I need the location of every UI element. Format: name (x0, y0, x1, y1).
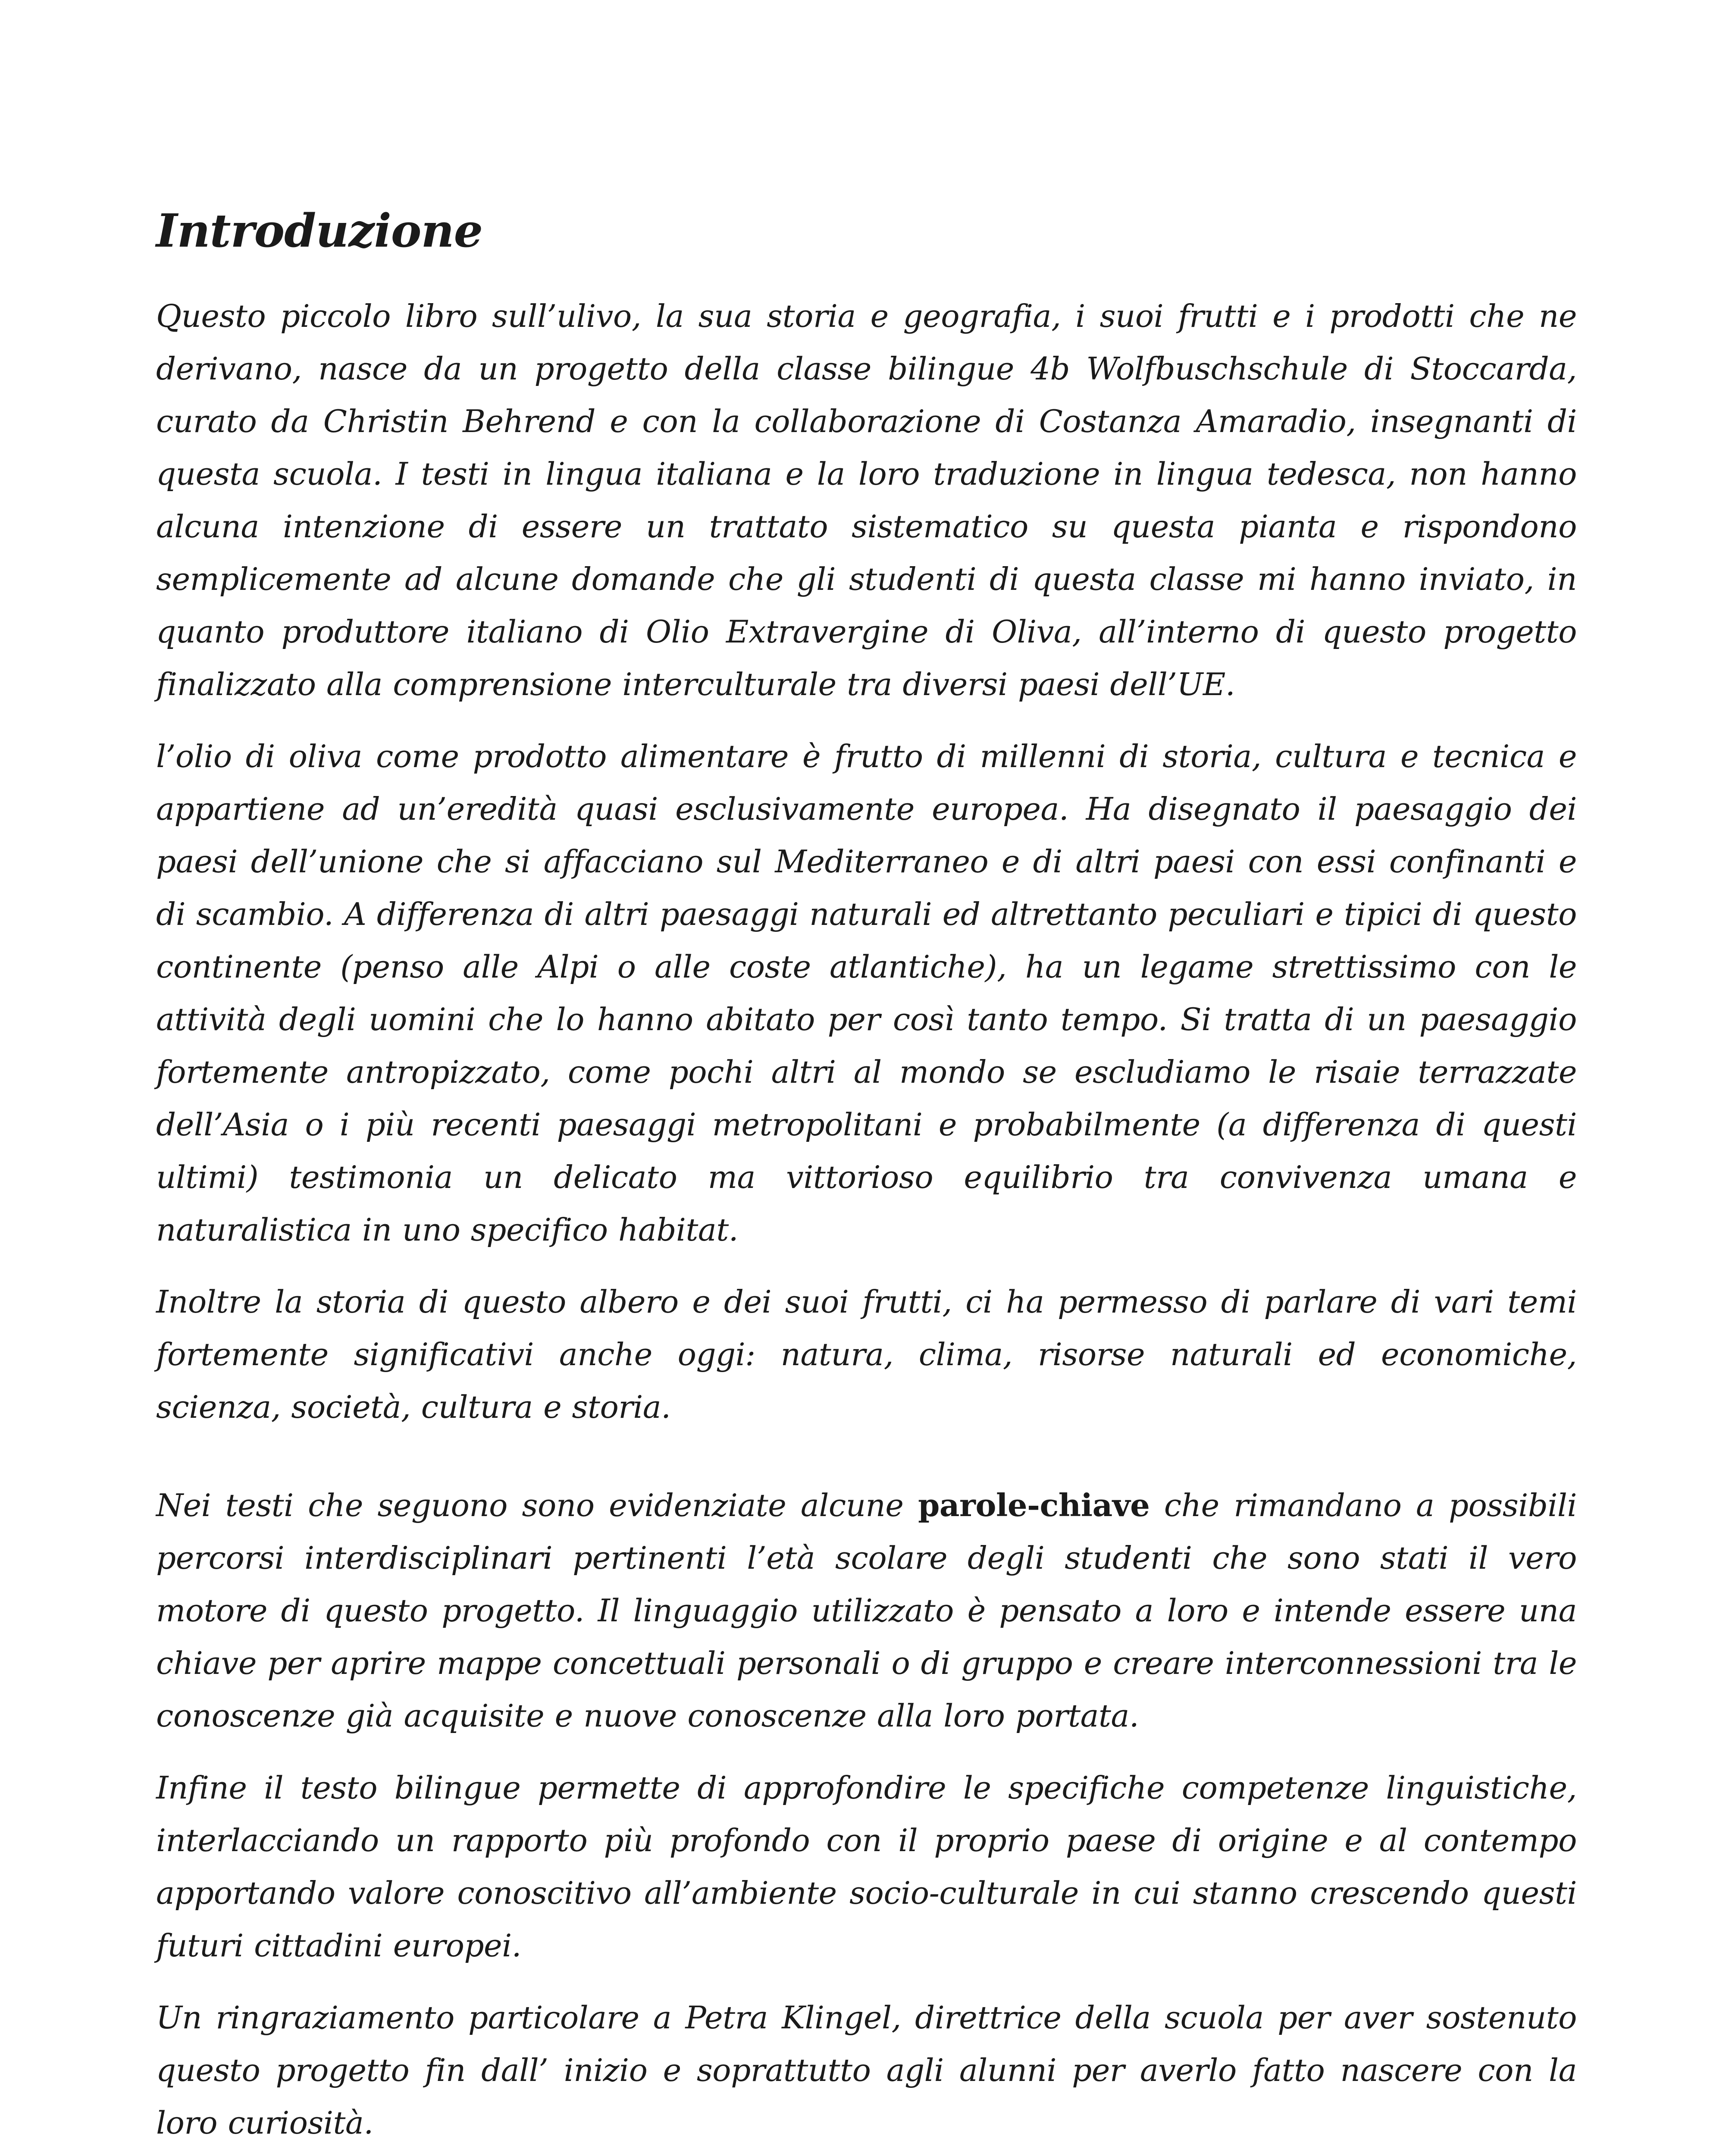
paragraph-bilingual: Infine il testo bilingue permette di approfondire le specifiche competenze linguistiche, interlacciando un rapporto più profondo con il proprio paese di origine e al contempo apportando valore conoscitivo all’ambiente socio-culturale in cui stanno crescendo questi futuri cittadini europei. (156, 1770, 1577, 1964)
keyword-highlight: parole-chiave (918, 1487, 1150, 1523)
page-title: Introduzione (156, 204, 483, 257)
paragraph-acknowledgement: Un ringraziamento particolare a Petra Klingel, direttrice della scuola per aver sostenuto questo progetto fin dall’ inizio e soprattutto agli alunni per averlo fatto nascere con la loro curiosità. (156, 1999, 1577, 2141)
keyword-paragraph-rest: che rimandano a possibili percorsi interdisciplinari pertinenti l’età scolare degli studenti che sono stati il vero motore di questo progetto. Il linguaggio utilizzato è pensato a loro e intende essere una chiave per aprire mappe concettuali personali o di gruppo e creare interconnessioni tra le conoscenze già acquisite e nuove conoscenze alla loro portata. (156, 1487, 1577, 1734)
paragraph-themes: Inoltre la storia di questo albero e dei suoi frutti, ci ha permesso di parlare di vari temi fortemente significativi anche oggi: natura, clima, risorse naturali ed economiche, scienza, società, cultura e storia. (156, 1284, 1577, 1425)
paragraph-intro: Questo piccolo libro sull’ulivo, la sua storia e geografia, i suoi frutti e i prodotti che ne derivano, nasce da un progetto della classe bilingue 4b Wolfbuschschule di Stoccarda, curato da Christin Behrend e con la collaborazione di Costanza Amaradio, insegnanti di questa scuola. I testi in lingua italiana e la loro traduzione in lingua tedesca, non hanno alcuna intenzione di essere un trattato sistematico su questa pianta e rispondono semplicemente ad alcune domande che gli studenti di questa classe mi hanno inviato, in quanto produttore italiano di Olio Extravergine di Oliva, all’interno di questo progetto finalizzato alla comprensione interculturale tra diversi paesi dell’UE. (156, 298, 1577, 702)
document-page (156, 198, 1577, 2149)
paragraph-keywords (156, 1479, 1577, 1742)
paragraph-olive-oil-history: l’olio di oliva come prodotto alimentare è frutto di millenni di storia, cultura e tecnica e appartiene ad un’eredità quasi esclusivamente europea. Ha disegnato il paesaggio dei paesi dell’unione che si affacciano sul Mediterraneo e di altri paesi con essi confinanti e di scambio. A differenza di altri paesaggi naturali ed altrettanto peculiari e tipici di questo continente (penso alle Alpi o alle coste atlantiche), ha un legame strettissimo con le attività degli uomini che lo hanno abitato per così tanto tempo. Si tratta di un paesaggio fortemente antropizzato, come pochi altri al mondo se escludiamo le risaie terrazzate dell’Asia o i più recenti paesaggi metropolitani e probabilmente (a differenza di questi ultimi) testimonia un delicato ma vittorioso equilibrio tra convivenza umana e naturalistica in uno specifico habitat. (156, 738, 1577, 1248)
keyword-paragraph-lead: Nei testi che seguono sono evidenziate alcune (156, 1487, 918, 1523)
